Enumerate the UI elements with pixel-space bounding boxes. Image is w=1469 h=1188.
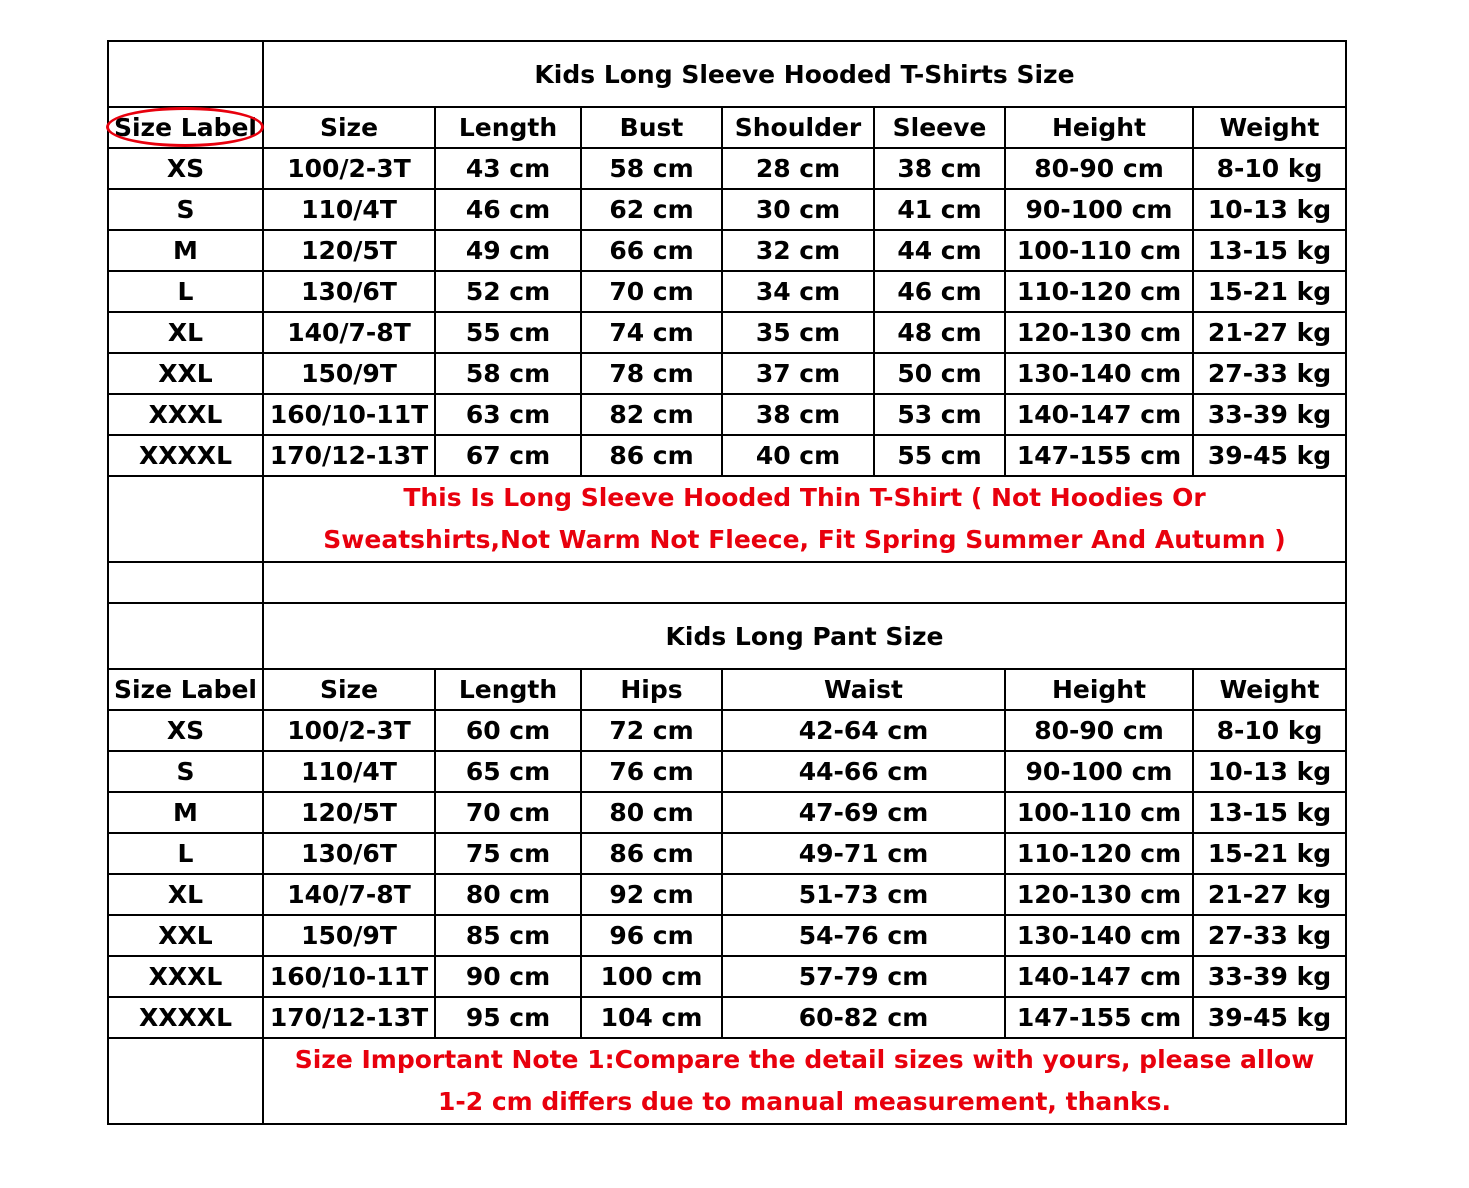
length-value: 70 cm <box>435 792 581 833</box>
shirt-row <box>108 230 1346 271</box>
height-value: 100-110 cm <box>1005 792 1193 833</box>
pant-note-line-2: 1-2 cm differs due to manual measurement, thanks. <box>437 1087 1172 1116</box>
size-value: 170/12-13T <box>263 435 435 476</box>
size-value: 110/4T <box>263 189 435 230</box>
sleeve-value: 46 cm <box>874 271 1005 312</box>
pant-row <box>108 710 1346 751</box>
hips-value: 92 cm <box>581 874 722 915</box>
hips-value: 104 cm <box>581 997 722 1038</box>
shirt-header-size: Size <box>263 107 435 148</box>
waist-value: 49-71 cm <box>722 833 1005 874</box>
shirt-row <box>108 148 1346 189</box>
pant-header-row <box>108 669 1346 710</box>
section-gap-row <box>108 562 1346 603</box>
shirt-header-weight: Weight <box>1193 107 1346 148</box>
shoulder-value: 40 cm <box>722 435 874 476</box>
bust-value: 58 cm <box>581 148 722 189</box>
hips-value: 86 cm <box>581 833 722 874</box>
size-label: XXXL <box>108 956 263 997</box>
size-value: 120/5T <box>263 792 435 833</box>
shirt-note-spacer <box>108 476 263 562</box>
shirt-note-line-2: Sweatshirts,Not Warm Not Fleece, Fit Spring Summer And Autumn ) <box>323 525 1286 554</box>
waist-value: 57-79 cm <box>722 956 1005 997</box>
pant-row <box>108 915 1346 956</box>
height-value: 110-120 cm <box>1005 833 1193 874</box>
height-value: 80-90 cm <box>1005 710 1193 751</box>
size-label: S <box>108 751 263 792</box>
weight-value: 13-15 kg <box>1193 230 1346 271</box>
pant-header-length: Length <box>435 669 581 710</box>
gap-cell <box>108 562 263 603</box>
weight-value: 27-33 kg <box>1193 915 1346 956</box>
height-value: 80-90 cm <box>1005 148 1193 189</box>
pant-header-weight: Weight <box>1193 669 1346 710</box>
size-label: XXL <box>108 915 263 956</box>
shirt-row <box>108 189 1346 230</box>
size-value: 130/6T <box>263 271 435 312</box>
size-value: 150/9T <box>263 915 435 956</box>
pant-header-height: Height <box>1005 669 1193 710</box>
shirt-row <box>108 435 1346 476</box>
height-value: 147-155 cm <box>1005 435 1193 476</box>
shirt-header-size-label: Size Label <box>108 107 263 148</box>
height-value: 100-110 cm <box>1005 230 1193 271</box>
height-value: 130-140 cm <box>1005 915 1193 956</box>
height-value: 130-140 cm <box>1005 353 1193 394</box>
length-value: 63 cm <box>435 394 581 435</box>
waist-value: 42-64 cm <box>722 710 1005 751</box>
shoulder-value: 30 cm <box>722 189 874 230</box>
pant-title-spacer <box>108 603 263 669</box>
length-value: 75 cm <box>435 833 581 874</box>
length-value: 67 cm <box>435 435 581 476</box>
weight-value: 33-39 kg <box>1193 956 1346 997</box>
size-value: 140/7-8T <box>263 874 435 915</box>
highlight-ellipse <box>106 107 264 147</box>
shirt-header-shoulder: Shoulder <box>722 107 874 148</box>
size-value: 150/9T <box>263 353 435 394</box>
shoulder-value: 37 cm <box>722 353 874 394</box>
size-label: XL <box>108 874 263 915</box>
shoulder-value: 38 cm <box>722 394 874 435</box>
waist-value: 44-66 cm <box>722 751 1005 792</box>
bust-value: 78 cm <box>581 353 722 394</box>
size-label: M <box>108 792 263 833</box>
weight-value: 27-33 kg <box>1193 353 1346 394</box>
height-value: 140-147 cm <box>1005 956 1193 997</box>
length-value: 80 cm <box>435 874 581 915</box>
shirt-title-spacer <box>108 41 263 107</box>
length-value: 60 cm <box>435 710 581 751</box>
size-value: 170/12-13T <box>263 997 435 1038</box>
shoulder-value: 35 cm <box>722 312 874 353</box>
shirt-title: Kids Long Sleeve Hooded T-Shirts Size <box>263 41 1346 107</box>
sleeve-value: 53 cm <box>874 394 1005 435</box>
weight-value: 21-27 kg <box>1193 874 1346 915</box>
pant-header-waist: Waist <box>722 669 1005 710</box>
size-value: 110/4T <box>263 751 435 792</box>
bust-value: 86 cm <box>581 435 722 476</box>
waist-value: 54-76 cm <box>722 915 1005 956</box>
pant-row <box>108 956 1346 997</box>
weight-value: 13-15 kg <box>1193 792 1346 833</box>
shirt-header-height: Height <box>1005 107 1193 148</box>
size-value: 100/2-3T <box>263 710 435 751</box>
sleeve-value: 44 cm <box>874 230 1005 271</box>
sleeve-value: 50 cm <box>874 353 1005 394</box>
size-label: XXXL <box>108 394 263 435</box>
sleeve-value: 41 cm <box>874 189 1005 230</box>
pant-title: Kids Long Pant Size <box>263 603 1346 669</box>
length-value: 95 cm <box>435 997 581 1038</box>
shirt-header-sleeve: Sleeve <box>874 107 1005 148</box>
bust-value: 70 cm <box>581 271 722 312</box>
weight-value: 8-10 kg <box>1193 710 1346 751</box>
hips-value: 80 cm <box>581 792 722 833</box>
hips-value: 96 cm <box>581 915 722 956</box>
shirt-note-row <box>108 476 1346 562</box>
weight-value: 39-45 kg <box>1193 997 1346 1038</box>
shirt-header-length: Length <box>435 107 581 148</box>
pant-row <box>108 833 1346 874</box>
length-value: 65 cm <box>435 751 581 792</box>
pant-note-spacer <box>108 1038 263 1124</box>
pant-row <box>108 792 1346 833</box>
weight-value: 39-45 kg <box>1193 435 1346 476</box>
length-value: 49 cm <box>435 230 581 271</box>
pant-section <box>108 603 1346 1124</box>
size-value: 100/2-3T <box>263 148 435 189</box>
weight-value: 15-21 kg <box>1193 833 1346 874</box>
size-label: L <box>108 833 263 874</box>
bust-value: 74 cm <box>581 312 722 353</box>
size-label: XXXXL <box>108 435 263 476</box>
hips-value: 76 cm <box>581 751 722 792</box>
length-value: 52 cm <box>435 271 581 312</box>
weight-value: 10-13 kg <box>1193 189 1346 230</box>
pant-note-row <box>108 1038 1346 1124</box>
sleeve-value: 55 cm <box>874 435 1005 476</box>
gap-cell <box>263 562 1346 603</box>
waist-value: 47-69 cm <box>722 792 1005 833</box>
length-value: 55 cm <box>435 312 581 353</box>
weight-value: 10-13 kg <box>1193 751 1346 792</box>
shoulder-value: 28 cm <box>722 148 874 189</box>
shirt-row <box>108 394 1346 435</box>
pant-header-size-label: Size Label <box>108 669 263 710</box>
length-value: 85 cm <box>435 915 581 956</box>
size-value: 120/5T <box>263 230 435 271</box>
size-label: M <box>108 230 263 271</box>
size-label: XS <box>108 148 263 189</box>
size-value: 130/6T <box>263 833 435 874</box>
pant-note-line-1: Size Important Note 1:Compare the detail sizes with yours, please allow <box>294 1045 1315 1074</box>
height-value: 147-155 cm <box>1005 997 1193 1038</box>
weight-value: 15-21 kg <box>1193 271 1346 312</box>
waist-value: 60-82 cm <box>722 997 1005 1038</box>
bust-value: 66 cm <box>581 230 722 271</box>
length-value: 43 cm <box>435 148 581 189</box>
pant-header-hips: Hips <box>581 669 722 710</box>
shirt-row <box>108 312 1346 353</box>
height-value: 110-120 cm <box>1005 271 1193 312</box>
shirt-section <box>108 41 1346 603</box>
size-value: 160/10-11T <box>263 394 435 435</box>
length-value: 46 cm <box>435 189 581 230</box>
sleeve-value: 38 cm <box>874 148 1005 189</box>
bust-value: 62 cm <box>581 189 722 230</box>
pant-row <box>108 874 1346 915</box>
height-value: 90-100 cm <box>1005 189 1193 230</box>
weight-value: 21-27 kg <box>1193 312 1346 353</box>
weight-value: 8-10 kg <box>1193 148 1346 189</box>
waist-value: 51-73 cm <box>722 874 1005 915</box>
pant-note <box>263 1038 1346 1124</box>
shirt-note <box>263 476 1346 562</box>
height-value: 120-130 cm <box>1005 874 1193 915</box>
size-label: XL <box>108 312 263 353</box>
height-value: 140-147 cm <box>1005 394 1193 435</box>
hips-value: 100 cm <box>581 956 722 997</box>
size-value: 140/7-8T <box>263 312 435 353</box>
bust-value: 82 cm <box>581 394 722 435</box>
shirt-row <box>108 353 1346 394</box>
length-value: 90 cm <box>435 956 581 997</box>
size-label: XS <box>108 710 263 751</box>
shirt-header-row <box>108 107 1346 148</box>
size-value: 160/10-11T <box>263 956 435 997</box>
weight-value: 33-39 kg <box>1193 394 1346 435</box>
sleeve-value: 48 cm <box>874 312 1005 353</box>
height-value: 90-100 cm <box>1005 751 1193 792</box>
size-chart-sheet <box>107 40 1347 1125</box>
shirt-note-line-1: This Is Long Sleeve Hooded Thin T-Shirt ( Not Hoodies Or <box>403 483 1206 512</box>
height-value: 120-130 cm <box>1005 312 1193 353</box>
size-label: S <box>108 189 263 230</box>
pant-row <box>108 997 1346 1038</box>
hips-value: 72 cm <box>581 710 722 751</box>
size-label: XXXXL <box>108 997 263 1038</box>
length-value: 58 cm <box>435 353 581 394</box>
shoulder-value: 32 cm <box>722 230 874 271</box>
shoulder-value: 34 cm <box>722 271 874 312</box>
size-label: XXL <box>108 353 263 394</box>
pant-header-size: Size <box>263 669 435 710</box>
pant-row <box>108 751 1346 792</box>
size-label: L <box>108 271 263 312</box>
shirt-header-bust: Bust <box>581 107 722 148</box>
shirt-row <box>108 271 1346 312</box>
